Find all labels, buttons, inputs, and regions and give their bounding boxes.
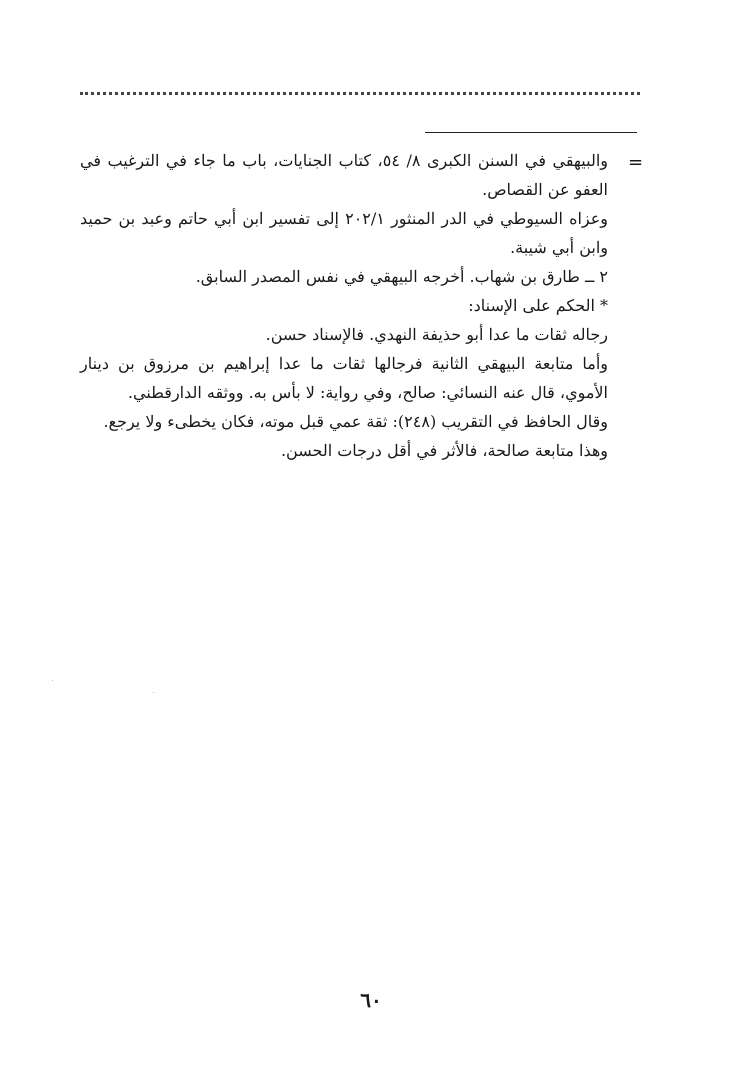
footnote-line: وقال الحافظ في التقريب (٢٤٨): ثقة عمي قبل موته، فكان يخطىء ولا يرجع. — [103, 412, 608, 431]
page-number: ٦٠ — [360, 988, 382, 1012]
footnote-line: ٢ ــ طارق بن شهاب. أخرجه البيهقي في نفس المصدر السابق. — [195, 267, 608, 286]
footnote-body — [80, 146, 608, 465]
scan-speck — [52, 680, 53, 681]
footnote-line: رجاله ثقات ما عدا أبو حذيفة النهدي. فالإسناد حسن. — [265, 325, 608, 344]
scan-speck — [153, 692, 154, 693]
continuation-mark: = — [628, 152, 644, 173]
footnote-rule — [425, 132, 637, 133]
footnote-line: وهذا متابعة صالحة، فالأثر في أقل درجات الحسن. — [280, 441, 608, 460]
footnote-line: وعزاه السيوطي في الدر المنثور ٢٠٢/١ إلى تفسير ابن أبي حاتم وعبد بن حميد وابن أبي شيبة. — [80, 209, 609, 257]
footnote-line: * الحكم على الإسناد: — [468, 296, 608, 315]
footnote-line: وأما متابعة البيهقي الثانية فرجالها ثقات ما عدا إبراهيم بن مرزوق بن دينار الأموي، قال عنه النسائي: صالح، وفي رواية: لا بأس به. ووثقه الدارقطني. — [80, 354, 608, 402]
dotted-separator — [80, 92, 640, 95]
footnote-line: والبيهقي في السنن الكبرى ٨/ ٥٤، كتاب الجنايات، باب ما جاء في الترغيب في العفو عن القصاص. — [80, 151, 609, 199]
